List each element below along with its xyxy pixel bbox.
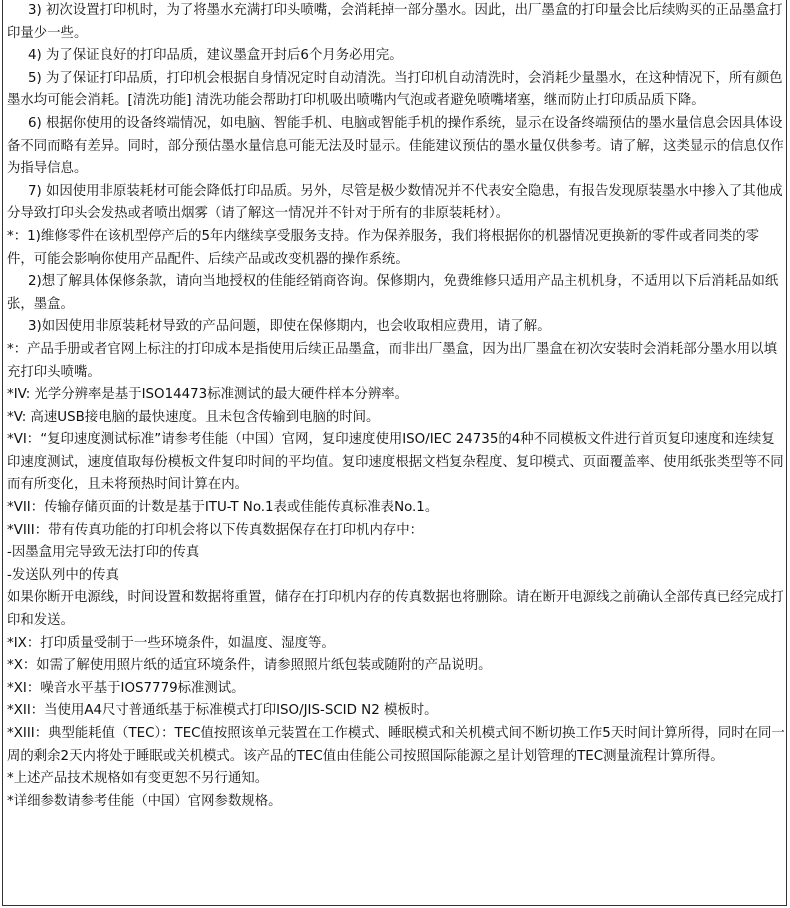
footnote-warranty: *：1)维修零件在该机型停产后的5年内继续享受服务支持。作为保养服务，我们将根据你的机器情况更换新的零件或者同类的零件，可能会影响你使用产品配件、后续产品或改变机器的操作系统。 bbox=[7, 228, 760, 267]
footnote-ix: *IX：打印质量受制于一些环境条件，如温度、湿度等。 bbox=[7, 635, 335, 651]
note-paragraph: 如果你断开电源线，时间设置和数据将重置，储存在打印机内存的传真数据也将删除。请在断开电源线之前确认全部传真已经完成打印和发送。 bbox=[7, 590, 784, 629]
footnote-vii: *VII：传输存储页面的计数是基于ITU-T No.1表或佳能传真标准表No.1。 bbox=[7, 500, 439, 516]
disclaimer-official-site: *详细参数请参考佳能（中国）官网参数规格。 bbox=[7, 793, 282, 809]
footnote-print-cost: *：产品手册或者官网上标注的打印成本是指使用后续正品墨盒，而非出厂墨盒，因为出厂墨盒在初次安装时会消耗部分墨水用以填充打印头喷嘴。 bbox=[7, 341, 777, 380]
note-paragraph: 3)如因使用非原装耗材导致的产品问题，即使在保修期内，也会收取相应费用，请了解。 bbox=[28, 319, 551, 335]
note-paragraph: 6) 根据你使用的设备终端情况，如电脑、智能手机、电脑或智能手机的操作系统，显示在设备终端预估的墨水量信息会因具体设备不同而略有差异。同时，部分预估墨水量信息可能无法及时显示。佳能建议预估的墨水量仅供参考。请了解，这类显示的信息仅作为指导信息。 bbox=[7, 115, 784, 177]
list-item: -发送队列中的传真 bbox=[7, 567, 119, 583]
disclaimer-specs-change: *上述产品技术规格如有变更恕不另行通知。 bbox=[7, 771, 269, 787]
note-paragraph: 2)想了解具体保修条款，请向当地授权的佳能经销商咨询。保修期内，免费维修只适用产品主机机身，不适用以下后消耗品如纸张，墨盒。 bbox=[7, 274, 779, 312]
note-paragraph: 4) 为了保证良好的打印品质，建议墨盒开封后6个月务必用完。 bbox=[28, 48, 403, 64]
note-paragraph: 7) 如因使用非原装耗材可能会降低打印品质。另外，尽管是极少数情况并不代表安全隐患，有报告发现原装墨水中掺入了其他成分导致打印头会发热或者喷出烟雾（请了解这一情况并不针对于所有的非原装耗材）。 bbox=[7, 183, 783, 222]
footnote-iv: *IV: 光学分辨率是基于ISO14473标准测试的最大硬件样本分辨率。 bbox=[7, 387, 409, 403]
footnote-xii: *XII：当使用A4尺寸普通纸基于标准模式打印ISO/JIS-SCID N2 模板时。 bbox=[7, 703, 438, 719]
note-paragraph: 5) 为了保证打印品质，打印机会根据自身情况定时自动清洗。当打印机自动清洗时，会消耗少量墨水，在这种情况下，所有颜色墨水均可能会消耗。[清洗功能] 清洗功能会帮助打印机吸出喷嘴内气泡或者避免喷嘴堵塞，继而防止打印质品质下降。 bbox=[7, 70, 783, 109]
spec-notes-text bbox=[7, 0, 785, 813]
note-paragraph: 3) 初次设置打印机时，为了将墨水充满打印头喷嘴，会消耗掉一部分墨水。因此，出厂墨盒的打印量会比后续购买的正品墨盒打印量少一些。 bbox=[7, 3, 783, 41]
footnote-vi: *VI：“复印速度测试标准”请参考佳能（中国）官网，复印速度使用ISO/IEC 24735的4种不同模板文件进行首页复印速度和连续复印速度测试，速度值取每份模板文件复印时间的平均值。复印速度根据文档复杂程度、复印模式、页面覆盖率、使用纸张类型等不同而有所变化，且未将预热时间计算在内。 bbox=[7, 432, 784, 493]
footnote-viii: *VIII：带有传真功能的打印机会将以下传真数据保存在打印机内存中： bbox=[7, 522, 424, 538]
footnote-v: *V: 高速USB接电脑的最快速度。且未包含传输到电脑的时间。 bbox=[7, 409, 380, 425]
document-frame bbox=[2, 0, 787, 906]
footnote-x: *X：如需了解使用照片纸的适宜环境条件，请参照照片纸包装或随附的产品说明。 bbox=[7, 658, 492, 674]
list-item: -因墨盒用完导致无法打印的传真 bbox=[7, 545, 200, 561]
footnote-xi: *XI：噪音水平基于IOS7779标准测试。 bbox=[7, 680, 245, 696]
footnote-xiii: *XIII：典型能耗值（TEC）：TEC值按照该单元装置在工作模式、睡眠模式和关机模式间不断切换工作5天时间计算所得，同时在同一周的剩余2天内将处于睡眠或关机模式。该产品的TEC值由佳能公司按照国际能源之星计划管理的TEC测量流程计算所得。 bbox=[7, 726, 785, 764]
